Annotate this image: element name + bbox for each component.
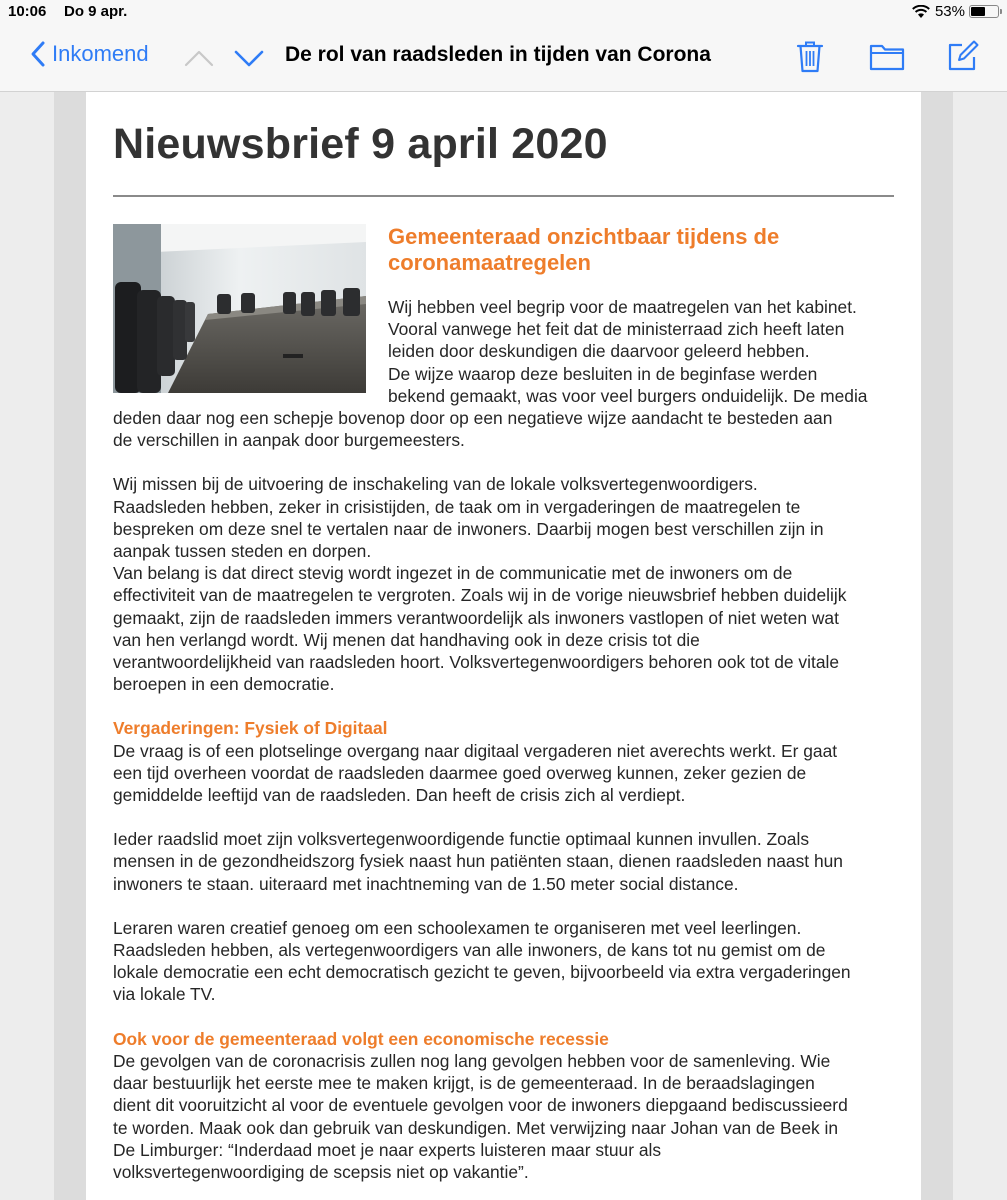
text-line: de verschillen in aanpak door burgemeesters. [113,430,465,451]
text-line: Raadsleden hebben, als vertegenwoordigers van alle inwoners, de kans tot nu gemist om de [113,940,826,961]
wifi-icon [911,5,931,19]
meeting-room-photo [113,224,366,393]
left-margin [0,92,86,1200]
text-line: bekend gemaakt, was voor veel burgers onduidelijk. De media [388,385,868,406]
right-margin-shade [921,92,953,1200]
text-line: een tijd overheen voordat de raadsleden daarmee goed overweg kunnen, zeker gezien de [113,762,807,783]
status-right [911,3,999,20]
text-line: leiden door deskundigen die daarvoor geleerd hebben. [388,341,810,362]
paragraph-gap [113,1006,894,1028]
text-line: Leraren waren creatief genoeg om een schoolexamen te organiseren met veel leerlingen. [113,917,802,938]
paragraph-gap [113,695,894,717]
text-line: De vraag is of een plotselinge overgang naar digitaal vergaderen niet averechts werkt. Er gaat [113,740,838,761]
mail-navigation-bar [0,26,1007,92]
text-line: daar bestuurlijk het eerste mee te maken krijgt, is de gemeenteraad. In de beraadslagingen [113,1073,815,1094]
chevron-up-icon[interactable] [184,48,214,68]
paragraph-leraren [113,917,894,1006]
text-line: deden daar nog een schepje bovenop door op een negatieve wijze aandacht te besteden aan [113,408,833,429]
text-line: van hen verlangd wordt. Wij menen dat handhaving ook in deze crisis tot die [113,629,700,650]
paragraph-gap [113,806,894,828]
text-line: dient dit vooruitzicht al voor de eventuele gevolgen voor de inwoners diepgaand bediscussieerd [113,1095,848,1116]
message-body[interactable] [86,92,921,1200]
paragraph-recessie [113,1050,894,1183]
chevron-left-icon [30,40,46,68]
text-line: Vooral vanwege het feit dat de ministerraad zich heeft laten [388,319,845,340]
text-line: gemiddelde leeftijd van de raadsleden. Dan heeft de crisis zich al verdiept. [113,785,686,806]
text-line: lokale democratie een echt democratisch gezicht te geven, bijvoorbeeld via extra vergaderingen [113,962,851,983]
text-line: te worden. Maak ook dan gebruik van deskundigen. Met verwijzing naar Johan van de Beek in [113,1117,839,1138]
text-line: De wijze waarop deze besluiten in de beginfase werden [388,363,818,384]
text-line: gemaakt, zijn de raadsleden immers verantwoordelijk als inwoners vastlopen of niet weten wat [113,607,839,628]
compose-icon[interactable] [947,40,979,72]
text-line: Wij hebben veel begrip voor de maatregelen van het kabinet. [388,297,857,317]
back-label: Inkomend [52,41,149,66]
text-line: bespreken om deze snel te vertalen naar de inwoners. Daarbij mogen best verschillen zijn in [113,518,824,539]
paragraph-gap [113,895,894,917]
text-line: beroepen in een democratie. [113,674,335,695]
status-bar [0,0,1007,26]
battery-icon [969,5,999,18]
paragraph-raadslid [113,828,894,895]
meeting-room-image [113,224,366,393]
battery-fill [971,7,985,16]
paragraph-digitaal [113,740,894,807]
title-divider [113,195,894,197]
battery-percent: 53% [934,3,965,20]
newsletter-title: Nieuwsbrief 9 april 2020 [113,120,608,168]
text-line: volksvertegenwoordiging de scepsis niet op vakantie”. [113,1161,529,1182]
text-line: Wij missen bij de uitvoering de inschakeling van de lokale volksvertegenwoordigers. [113,474,758,495]
paragraph-volksvertegenwoordigers [113,473,894,695]
text-line: Van belang is dat direct stevig wordt ingezet in de communicatie met de inwoners om de [113,563,793,584]
section-title-vergaderingen: Vergaderingen: Fysiek of Digitaal [113,718,388,739]
text-line: Raadsleden hebben, zeker in crisistijden, de taak om in vergaderingen de maatregelen te [113,496,801,517]
text-line: via lokale TV. [113,984,216,1005]
article-title: Gemeenteraad onzichtbaar tijdens de coronamaatregelen [388,224,780,275]
right-margin [921,92,1007,1200]
folder-icon[interactable] [869,40,905,72]
section-title-recessie: Ook voor de gemeenteraad volgt een economische recessie [113,1028,609,1049]
text-line: De Limburger: “Inderdaad moet je naar experts luisteren maar stuur als [113,1139,662,1160]
status-date: Do 9 apr. [64,3,128,20]
paragraph-gap [113,451,894,473]
status-time: 10:06 [8,3,47,20]
trash-icon[interactable] [796,40,824,74]
text-line: De gevolgen van de coronacrisis zullen nog lang gevolgen hebben voor de samenleving. Wie [113,1050,831,1071]
text-line: inwoners te staan. uiteraard met inachtneming van de 1.50 meter social distance. [113,873,739,894]
back-button[interactable] [30,40,149,68]
text-line: aanpak tussen steden en dorpen. [113,541,372,562]
chevron-down-icon[interactable] [234,48,264,68]
article [113,224,894,1183]
text-line: mensen in de gezondheidszorg fysiek naast hun patiënten staan, dienen raadsleden naast hun [113,851,843,872]
text-line: Ieder raadslid moet zijn volksvertegenwoordigende functie optimaal kunnen invullen. Zoals [113,829,810,850]
text-line: verantwoordelijkheid van raadsleden hoort. Volksvertegenwoordigers behoren ook tot de vitale [113,652,840,673]
text-line: effectiviteit van de maatregelen te vergroten. Zoals wij in de vorige nieuwsbrief hebben duidelijk [113,585,847,606]
left-margin-shade [54,92,86,1200]
message-subject: De rol van raadsleden in tijden van Corona [285,43,711,66]
